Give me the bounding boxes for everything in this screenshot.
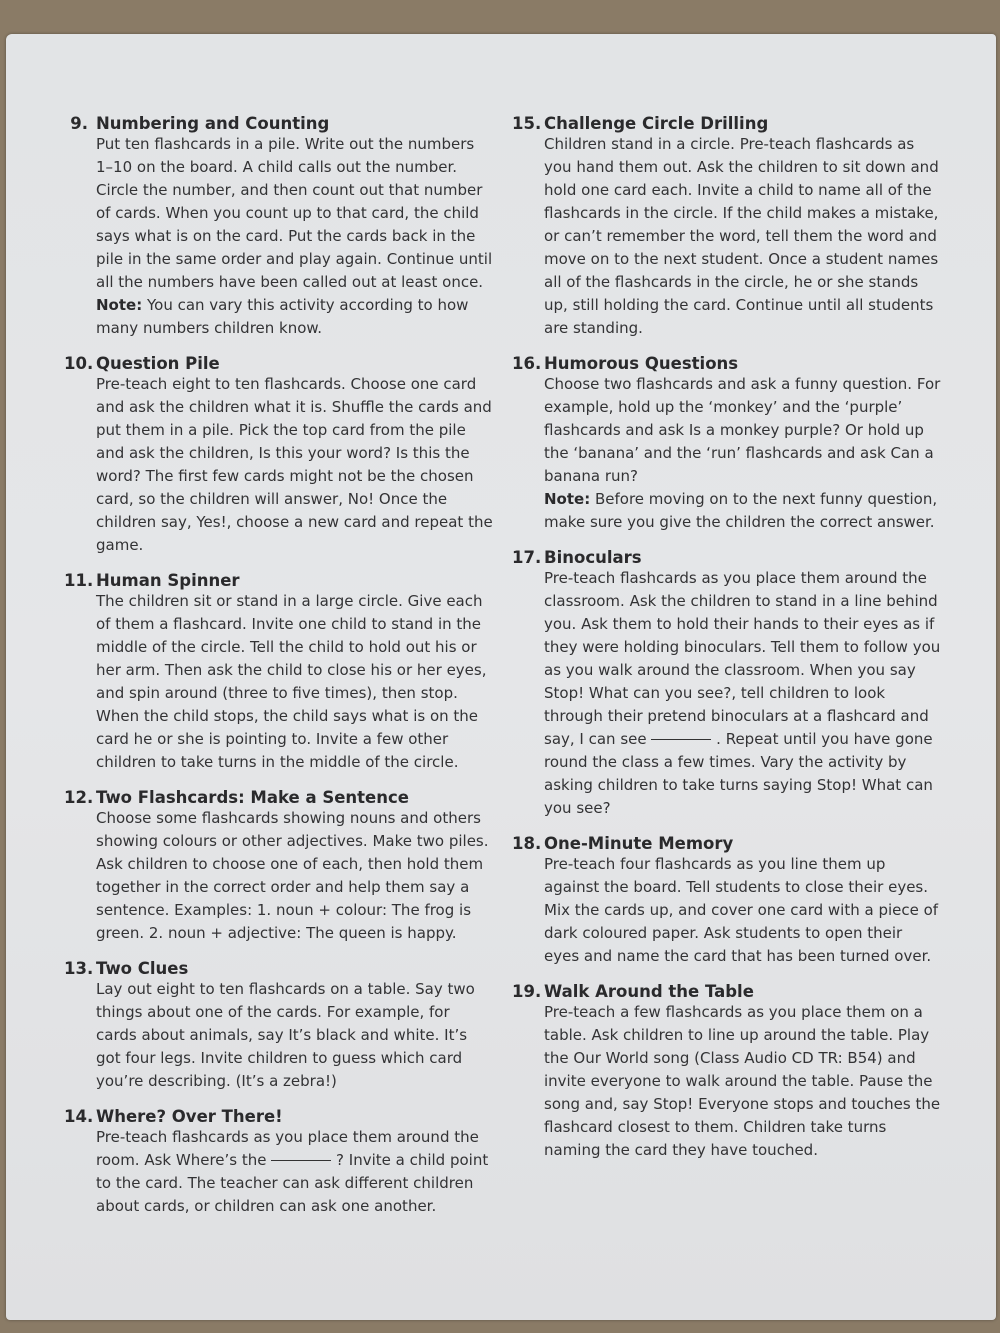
item-number: 19. bbox=[512, 982, 542, 1001]
item-body: Pre-teach flashcards as you place them around the room. Ask Where’s the ? Invite a child point to the card. The teacher can ask different children about cards, or children can ask one another. bbox=[96, 1128, 489, 1215]
activity-item bbox=[512, 982, 942, 1162]
item-title: Humorous Questions bbox=[544, 354, 739, 373]
activity-item bbox=[64, 1107, 494, 1218]
item-number: 12. bbox=[64, 788, 94, 807]
item-number: 10. bbox=[64, 354, 94, 373]
item-number: 11. bbox=[64, 571, 94, 590]
item-number: 15. bbox=[512, 114, 542, 133]
item-body: Pre-teach a few flashcards as you place them on a table. Ask children to line up around the table. Play the Our World song (Class Audio CD TR: B54) and invite everyone to walk around the table. Pause the song and, say Stop! Everyone stops and touches the flashcard closest to them. Children take turns naming the card they have touched. bbox=[544, 1003, 941, 1159]
activity-item bbox=[64, 788, 494, 945]
item-number: 17. bbox=[512, 548, 542, 567]
item-body: Choose some flashcards showing nouns and others showing colours or other adjectives. Make two piles. Ask children to choose one of each, then hold them together in the correct order and help them say a sentence. Examples: 1. noun + colour: The frog is green. 2. noun + adjective: The queen is happy. bbox=[96, 809, 489, 942]
item-body: Pre-teach eight to ten flashcards. Choose one card and ask the children what it is. Shuffle the cards and put them in a pile. Pick the top card from the pile and ask the children, Is this your word? Is this the word? The first few cards might not be the chosen card, so the children will answer, No! Once the children say, Yes!, choose a new card and repeat the game. bbox=[96, 375, 493, 554]
activity-item bbox=[512, 548, 942, 820]
right-column bbox=[512, 114, 942, 1176]
item-title: Question Pile bbox=[96, 354, 220, 373]
item-body: Choose two flashcards and ask a funny question. For example, hold up the ‘monkey’ and the ‘purple’ flashcards and ask Is a monkey purple? Or hold up the ‘banana’ and the ‘run’ flashcards and ask Can a banana run? bbox=[544, 375, 941, 485]
note-label: Note: bbox=[544, 490, 591, 508]
fill-in-blank bbox=[271, 1160, 331, 1161]
activity-item bbox=[512, 114, 942, 340]
activity-item bbox=[64, 959, 494, 1093]
activity-item bbox=[512, 354, 942, 534]
activity-item bbox=[64, 114, 494, 340]
item-title: Walk Around the Table bbox=[544, 982, 754, 1001]
note-label: Note: bbox=[96, 296, 143, 314]
worksheet-page bbox=[6, 34, 996, 1320]
item-number: 9. bbox=[70, 114, 88, 133]
item-title: Two Clues bbox=[96, 959, 189, 978]
item-body: The children sit or stand in a large circle. Give each of them a flashcard. Invite one child to stand in the middle of the circle. Tell the child to hold out his or her arm. Then ask the child to close his or her eyes, and spin around (three to five times), then stop. When the child stops, the child says what is on the card he or she is pointing to. Invite a few other children to take turns in the middle of the circle. bbox=[96, 592, 487, 771]
item-title: One-Minute Memory bbox=[544, 834, 734, 853]
item-body: Lay out eight to ten flashcards on a table. Say two things about one of the cards. For example, for cards about animals, say It’s black and white. It’s got four legs. Invite children to guess which card you’re describing. (It’s a zebra!) bbox=[96, 980, 475, 1090]
item-number: 13. bbox=[64, 959, 94, 978]
item-note bbox=[544, 488, 942, 534]
item-body: Put ten flashcards in a pile. Write out the numbers 1–10 on the board. A child calls out the number. Circle the number, and then count out that number of cards. When you count up to that card, the child says what is on the card. Put the cards back in the pile in the same order and play again. Continue until all the numbers have been called out at least once. bbox=[96, 135, 493, 291]
item-number: 16. bbox=[512, 354, 542, 373]
item-note bbox=[96, 294, 494, 340]
item-number: 14. bbox=[64, 1107, 94, 1126]
left-column bbox=[64, 114, 494, 1232]
item-body: Pre-teach flashcards as you place them around the classroom. Ask the children to stand in a line behind you. Ask them to hold their hands to their eyes as if they were holding binoculars. Tell them to follow you as you walk around the classroom. When you say Stop! What can you see?, tell children to look through their pretend binoculars at a flashcard and say, I can see . Repeat until you have gone round the class a few times. Vary the activity by asking children to take turns saying Stop! What can you see? bbox=[544, 569, 941, 817]
activity-item bbox=[64, 571, 494, 774]
item-title: Challenge Circle Drilling bbox=[544, 114, 769, 133]
fill-in-blank bbox=[651, 739, 711, 740]
note-text: Before moving on to the next funny question, make sure you give the children the correct answer. bbox=[544, 490, 938, 531]
item-title: Numbering and Counting bbox=[96, 114, 330, 133]
item-number: 18. bbox=[512, 834, 542, 853]
note-text: You can vary this activity according to how many numbers children know. bbox=[96, 296, 469, 337]
item-title: Human Spinner bbox=[96, 571, 240, 590]
item-title: Two Flashcards: Make a Sentence bbox=[96, 788, 409, 807]
activity-item bbox=[64, 354, 494, 557]
activity-item bbox=[512, 834, 942, 968]
item-title: Binoculars bbox=[544, 548, 642, 567]
item-body: Children stand in a circle. Pre-teach flashcards as you hand them out. Ask the children to sit down and hold one card each. Invite a child to name all of the flashcards in the circle. If the child makes a mistake, or can’t remember the word, tell them the word and move on to the next student. Once a student names all of the flashcards in the circle, he or she stands up, still holding the card. Continue until all students are standing. bbox=[544, 135, 939, 337]
item-title: Where? Over There! bbox=[96, 1107, 283, 1126]
item-body: Pre-teach four flashcards as you line them up against the board. Tell students to close their eyes. Mix the cards up, and cover one card with a piece of dark coloured paper. Ask students to open their eyes and name the card that has been turned over. bbox=[544, 855, 939, 965]
